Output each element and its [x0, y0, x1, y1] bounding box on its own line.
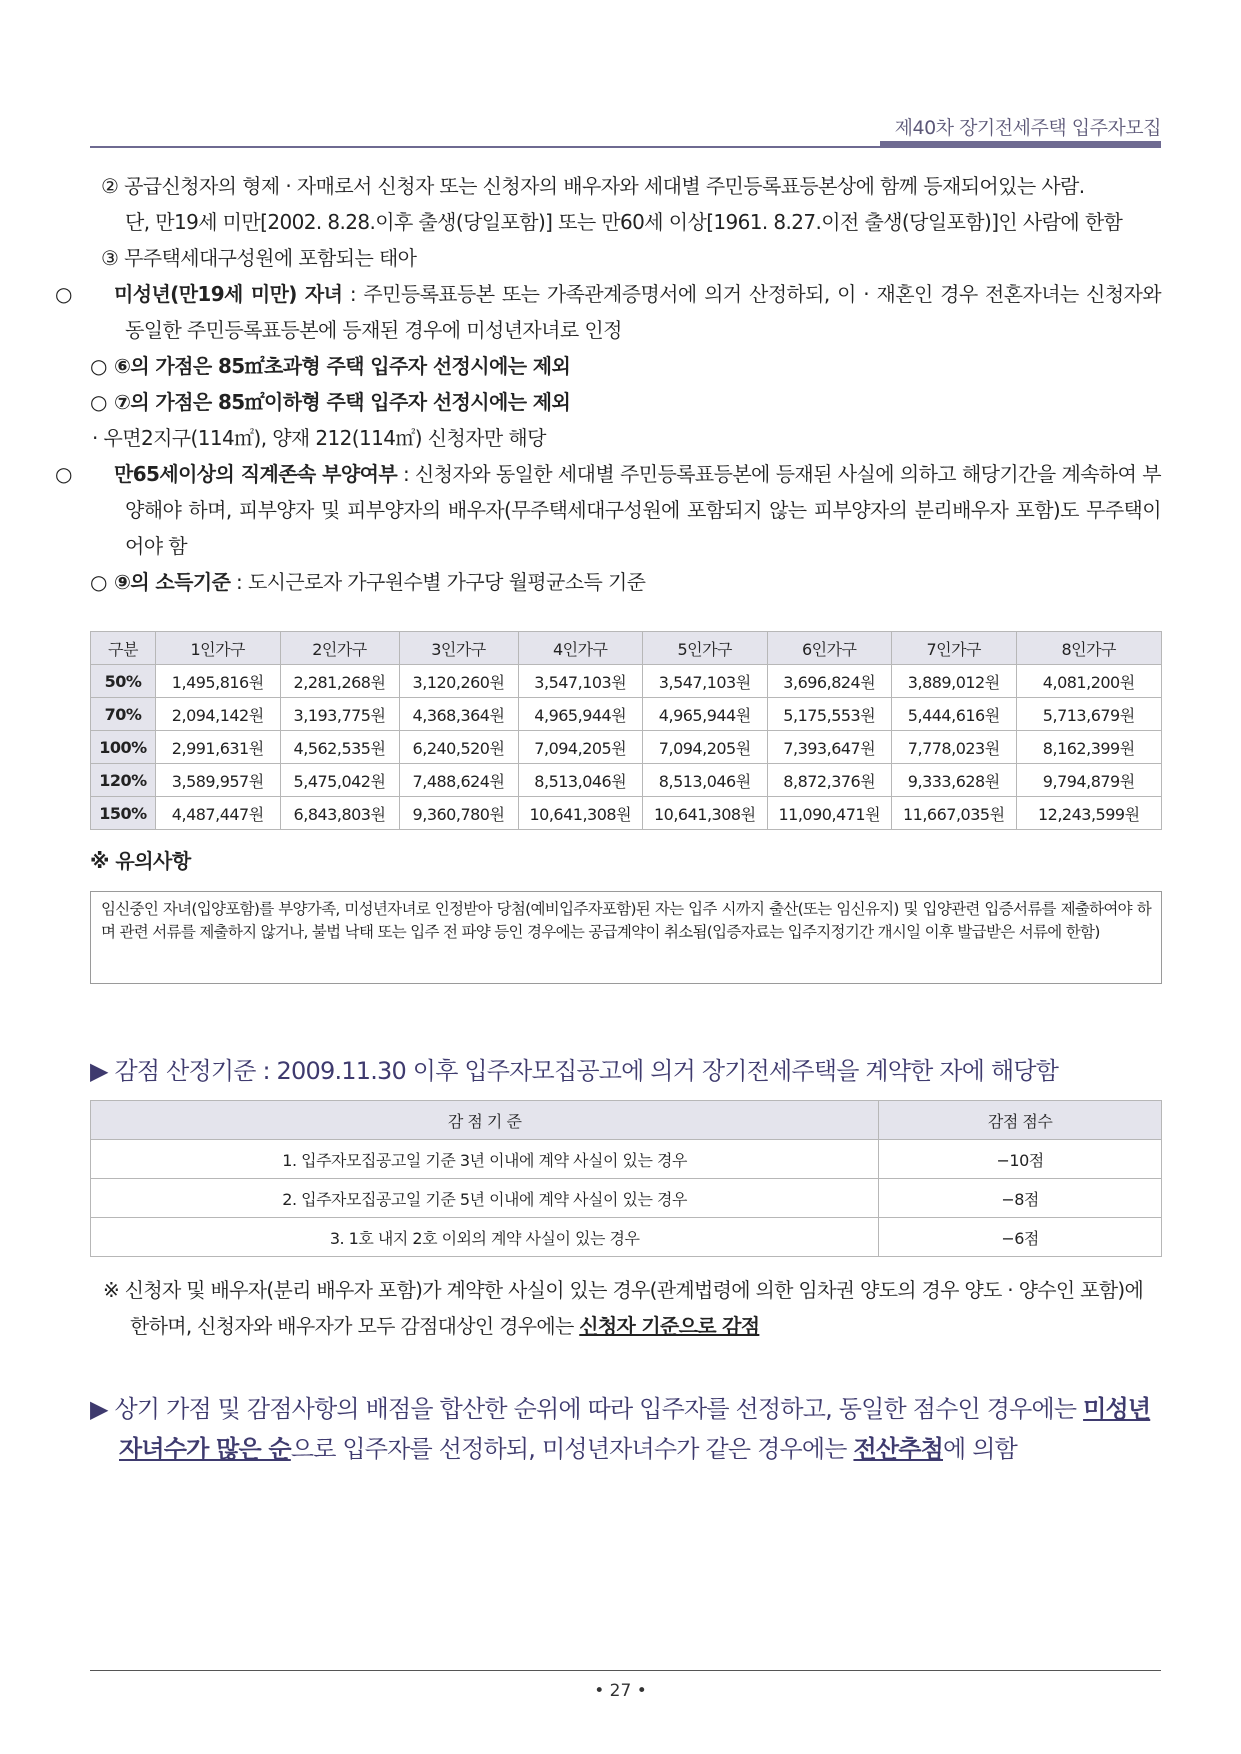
- header-rule: [90, 146, 1161, 148]
- table-cell: 9,333,628원: [892, 764, 1017, 797]
- header-title: 제40차 장기전세주택 입주자모집: [894, 117, 1161, 139]
- item-3-line: ③ 무주택세대구성원에 포함되는 태아: [101, 246, 417, 270]
- selection-rule-text: 에 의함: [943, 1435, 1017, 1463]
- table-cell: 8,513,046원: [643, 764, 768, 797]
- table-row: [91, 731, 1162, 764]
- deduction-header-criterion: 감 점 기 준: [91, 1101, 879, 1140]
- footnote-emphasis: 신청자 기준으로 감점: [579, 1314, 760, 1338]
- item-6-note: [90, 348, 1161, 384]
- table-cell: 8,872,376원: [767, 764, 892, 797]
- income-header-cell: 3인가구: [399, 632, 518, 665]
- row-label: 120%: [91, 764, 156, 797]
- selection-rule-emphasis: 전산추첨: [853, 1435, 943, 1463]
- row-label: 100%: [91, 731, 156, 764]
- table-cell: 10,641,308원: [643, 797, 768, 830]
- table-cell: 8,162,399원: [1016, 731, 1162, 764]
- table-cell: 5,175,553원: [767, 698, 892, 731]
- selection-rule-text: ▶ 상기 가점 및 감점사항의 배점을 합산한 순위에 따라 입주자를 선정하고, 동일한 점수인 경우에는: [90, 1395, 1084, 1423]
- selection-rule: [90, 1389, 1162, 1469]
- row-label: 150%: [91, 797, 156, 830]
- footnote-line-2: [103, 1308, 1161, 1344]
- item-2-line: ② 공급신청자의 형제 · 자매로서 신청자 또는 신청자의 배우자와 세대별 주민등록표등본상에 함께 등재되어있는 사람.: [101, 174, 1085, 198]
- selection-rule-emphasis: 자녀수가 많은 순: [119, 1435, 291, 1463]
- table-cell: 7,488,624원: [399, 764, 518, 797]
- table-row: [91, 698, 1162, 731]
- table-cell: 3,547,103원: [518, 665, 643, 698]
- selection-rule-text: 으로 입주자를 선정하되, 미성년자녀수가 같은 경우에는: [290, 1435, 854, 1463]
- table-cell: 6,843,803원: [280, 797, 399, 830]
- table-cell: 3,193,775원: [280, 698, 399, 731]
- income-criteria-line: [90, 564, 1161, 600]
- deduction-heading: ▶ 감점 산정기준 : 2009.11.30 이후 입주자모집공고에 의거 장기전세주택을 계약한 자에 해당함: [90, 1057, 1059, 1085]
- table-cell: 4,965,944원: [518, 698, 643, 731]
- bullet-circle: ○: [55, 282, 72, 306]
- income-header-cell: 5인가구: [643, 632, 768, 665]
- income-table: [90, 631, 1162, 830]
- deduction-table: [90, 1100, 1162, 1257]
- table-cell: 6,240,520원: [399, 731, 518, 764]
- income-header-cell: 4인가구: [518, 632, 643, 665]
- row-label: 50%: [91, 665, 156, 698]
- table-cell: 4,487,447원: [156, 797, 281, 830]
- footnote-line-1: ※ 신청자 및 배우자(분리 배우자 포함)가 계약한 사실이 있는 경우(관계법령에 의한 임차권 양도의 경우 양도 · 양수인 포함)에: [103, 1278, 1144, 1302]
- table-cell: 12,243,599원: [1016, 797, 1162, 830]
- minor-children-text: : 주민등록표등본 또는 가족관계증명서에 의거 산정하되, 이 · 재혼인 경우 전혼자녀는 신청자와 동일한 주민등록표등본에 등재된 경우에 미성년자녀로 인정: [125, 282, 1161, 342]
- income-criteria-label: ⑨의 소득기준: [114, 570, 231, 594]
- deduction-header-score: 감점 점수: [879, 1101, 1162, 1140]
- notice-title: ※ 유의사항: [90, 849, 191, 873]
- age65-text: : 신청자와 동일한 세대별 주민등록표등본에 등재된 사실에 의하고 해당기간을 계속하여 부양해야 하며, 피부양자 및 피부양자의 배우자(무주택세대구성원에 포함되지 않는 피부양자의 분리배우자 포함)도 무주택이어야 함: [125, 462, 1161, 558]
- table-cell: 7,094,205원: [518, 731, 643, 764]
- table-row: [91, 665, 1162, 698]
- income-header-cell: 7인가구: [892, 632, 1017, 665]
- table-cell: 3,696,824원: [767, 665, 892, 698]
- deduction-score: −8점: [879, 1179, 1162, 1218]
- deduction-footnote: [103, 1272, 1161, 1344]
- selection-rule-line-2: [90, 1429, 1162, 1469]
- item-7-note-text: ⑦의 가점은 85㎡이하형 주택 입주자 선정시에는 제외: [114, 390, 571, 414]
- income-header-cell: 2인가구: [280, 632, 399, 665]
- notice-box: 임신중인 자녀(입양포함)를 부양가족, 미성년자녀로 인정받아 당첨(예비입주자포함)된 자는 입주 시까지 출산(또는 임신유지) 및 입양관련 입증서류를 제출하여야 하며 관련 서류를 제출하지 않거나, 불법 낙태 또는 입주 전 파양 등인 경우에는 공급계약이 취소됨(입증자료는 입주지정기간 개시일 이후 발급받은 서류에 한함): [90, 891, 1162, 984]
- table-row: [91, 1218, 1162, 1257]
- table-row: [91, 1179, 1162, 1218]
- deduction-criterion: 1. 입주자모집공고일 기준 3년 이내에 계약 사실이 있는 경우: [91, 1140, 879, 1179]
- deduction-score: −10점: [879, 1140, 1162, 1179]
- item-7-note: [90, 384, 1161, 420]
- income-header-cell: 구분: [91, 632, 156, 665]
- table-cell: 8,513,046원: [518, 764, 643, 797]
- selection-rule-emphasis: 미성년: [1083, 1395, 1151, 1423]
- table-cell: 9,360,780원: [399, 797, 518, 830]
- minor-children-label: 미성년(만19세 미만) 자녀: [114, 282, 343, 306]
- footer-rule: [90, 1670, 1161, 1671]
- item-2-continuation: 단, 만19세 미만[2002. 8.28.이후 출생(당일포함)] 또는 만60세 이상[1961. 8.27.이전 출생(당일포함)]인 사람에 한함: [125, 210, 1123, 234]
- table-cell: 7,778,023원: [892, 731, 1017, 764]
- table-cell: 7,393,647원: [767, 731, 892, 764]
- income-header-cell: 6인가구: [767, 632, 892, 665]
- table-row: [91, 764, 1162, 797]
- table-cell: 1,495,816원: [156, 665, 281, 698]
- bullet-circle: ○: [90, 390, 107, 414]
- table-cell: 3,889,012원: [892, 665, 1017, 698]
- selection-rule-line-1: [90, 1389, 1162, 1429]
- footnote-line-2-text: 한하며, 신청자와 배우자가 모두 감점대상인 경우에는: [130, 1314, 580, 1338]
- income-table-header-row: [91, 632, 1162, 665]
- table-cell: 11,667,035원: [892, 797, 1017, 830]
- deduction-header-row: [91, 1101, 1162, 1140]
- table-cell: 4,368,364원: [399, 698, 518, 731]
- age65-label: 만65세이상의 직계존속 부양여부: [114, 462, 398, 486]
- table-row: [91, 1140, 1162, 1179]
- table-cell: 4,965,944원: [643, 698, 768, 731]
- table-row: [91, 797, 1162, 830]
- deduction-criterion: 2. 입주자모집공고일 기준 5년 이내에 계약 사실이 있는 경우: [91, 1179, 879, 1218]
- row-label: 70%: [91, 698, 156, 731]
- age65-paragraph: [55, 456, 1161, 564]
- bullet-circle: ○: [90, 354, 107, 378]
- bullet-circle: ○: [55, 462, 72, 486]
- table-cell: 2,281,268원: [280, 665, 399, 698]
- table-cell: 7,094,205원: [643, 731, 768, 764]
- table-cell: 3,547,103원: [643, 665, 768, 698]
- table-cell: 11,090,471원: [767, 797, 892, 830]
- deduction-score: −6점: [879, 1218, 1162, 1257]
- table-cell: 4,081,200원: [1016, 665, 1162, 698]
- table-cell: 10,641,308원: [518, 797, 643, 830]
- minor-children-paragraph: [55, 276, 1161, 348]
- bullet-circle: ○: [90, 570, 107, 594]
- table-cell: 3,589,957원: [156, 764, 281, 797]
- table-cell: 5,444,616원: [892, 698, 1017, 731]
- table-cell: 5,475,042원: [280, 764, 399, 797]
- table-cell: 3,120,260원: [399, 665, 518, 698]
- deduction-criterion: 3. 1호 내지 2호 이외의 계약 사실이 있는 경우: [91, 1218, 879, 1257]
- item-7-subnote: · 우면2지구(114㎡), 양재 212(114㎡) 신청자만 해당: [92, 426, 546, 450]
- table-cell: 9,794,879원: [1016, 764, 1162, 797]
- income-criteria-text: : 도시근로자 가구원수별 가구당 월평균소득 기준: [230, 570, 646, 594]
- table-cell: 5,713,679원: [1016, 698, 1162, 731]
- income-header-cell: 8인가구: [1016, 632, 1162, 665]
- table-cell: 4,562,535원: [280, 731, 399, 764]
- body-text: [55, 168, 1161, 600]
- page-number: • 27 •: [594, 1681, 647, 1701]
- income-header-cell: 1인가구: [156, 632, 281, 665]
- table-cell: 2,094,142원: [156, 698, 281, 731]
- item-6-note-text: ⑥의 가점은 85㎡초과형 주택 입주자 선정시에는 제외: [114, 354, 571, 378]
- table-cell: 2,991,631원: [156, 731, 281, 764]
